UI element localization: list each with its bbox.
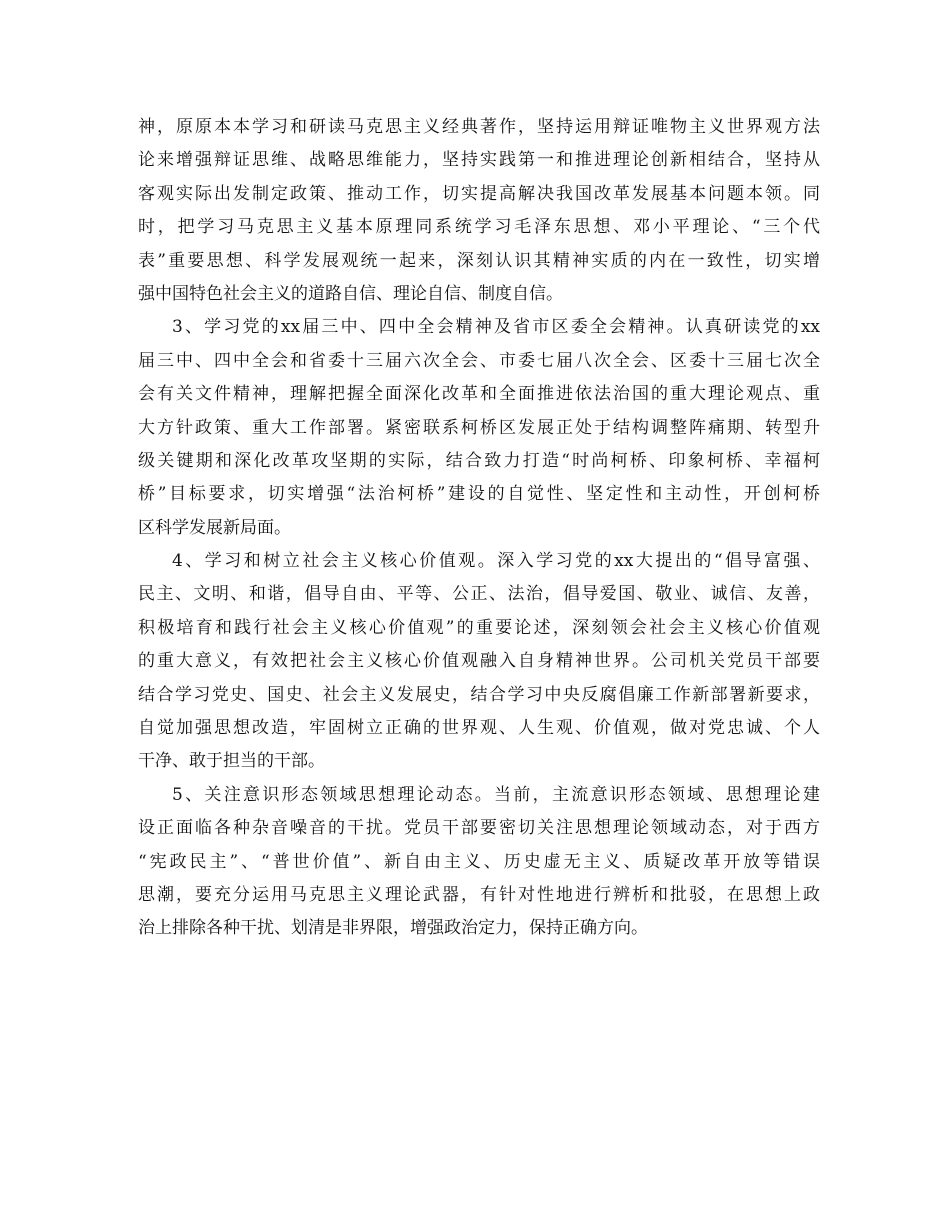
text-line: 时，把学习马克思主义基本原理同系统学习毛泽东思想、邓小平理论、“三个代 xyxy=(138,217,820,238)
paragraph-item-3 xyxy=(138,311,820,545)
text-line: 积极培育和践行社会主义核心价值观”的重要论述，深刻领会社会主义核心价值观 xyxy=(138,617,820,638)
text-line: 结合学习党史、国史、社会主义发展史，结合学习中央反腐倡廉工作新部署新要求， xyxy=(138,684,820,705)
text-line: 自觉加强思想改造，牢固树立正确的世界观、人生观、价值观，做对党忠诚、个人 xyxy=(138,718,820,739)
paragraph-item-5 xyxy=(138,779,820,946)
paragraph-item-4 xyxy=(138,545,820,779)
text-line: 设正面临各种杂音噪音的干扰。党员干部要密切关注思想理论领域动态，对于西方 xyxy=(138,818,820,839)
text-line: 治上排除各种干扰、划清是非界限，增强政治定力，保持正确方向。 xyxy=(138,918,648,939)
text-line: 5、关注意识形态领域思想理论动态。当前，主流意识形态领域、思想理论建 xyxy=(172,784,820,805)
text-line: 4、学习和树立社会主义核心价值观。深入学习党的xx大提出的“倡导富强、 xyxy=(172,551,820,572)
text-line: 3、学习党的xx届三中、四中全会精神及省市区委全会精神。认真研读党的xx xyxy=(172,317,820,338)
text-line: 会有关文件精神，理解把握全面深化改革和全面推进依法治国的重大理论观点、重 xyxy=(138,384,820,405)
text-line: 客观实际出发制定政策、推动工作，切实提高解决我国改革发展基本问题本领。同 xyxy=(138,183,820,204)
text-line: 论来增强辩证思维、战略思维能力，坚持实践第一和推进理论创新相结合，坚持从 xyxy=(138,150,820,171)
text-line: 神，原原本本学习和研读马克思主义经典著作，坚持运用辩证唯物主义世界观方法 xyxy=(138,117,820,137)
text-line: 的重大意义，有效把社会主义核心价值观融入自身精神世界。公司机关党员干部要 xyxy=(138,651,820,672)
text-line: “宪政民主”、“普世价值”、新自由主义、历史虚无主义、质疑改革开放等错误 xyxy=(138,851,820,872)
text-line: 大方针政策、重大工作部署。紧密联系柯桥区发展正处于结构调整阵痛期、转型升 xyxy=(138,417,820,438)
text-line: 思潮，要充分运用马克思主义理论武器，有针对性地进行辨析和批驳，在思想上政 xyxy=(138,884,820,905)
text-line: 强中国特色社会主义的道路自信、理论自信、制度自信。 xyxy=(138,283,563,304)
text-line: 届三中、四中全会和省委十三届六次全会、市委七届八次全会、区委十三届七次全 xyxy=(138,350,820,371)
text-line: 干净、敢于担当的干部。 xyxy=(138,751,325,772)
text-line: 民主、文明、和谐，倡导自由、平等、公正、法治，倡导爱国、敬业、诚信、友善， xyxy=(138,584,820,605)
document-body xyxy=(138,111,820,946)
text-line: 桥”目标要求，切实增强“法治柯桥”建设的自觉性、坚定性和主动性，开创柯桥 xyxy=(138,484,820,505)
text-line: 区科学发展新局面。 xyxy=(138,517,291,538)
text-line: 表”重要思想、科学发展观统一起来，深刻认识其精神实质的内在一致性，切实增 xyxy=(138,250,820,271)
paragraph-continuation xyxy=(138,111,820,311)
text-line: 级关键期和深化改革攻坚期的实际，结合致力打造“时尚柯桥、印象柯桥、幸福柯 xyxy=(138,450,820,471)
